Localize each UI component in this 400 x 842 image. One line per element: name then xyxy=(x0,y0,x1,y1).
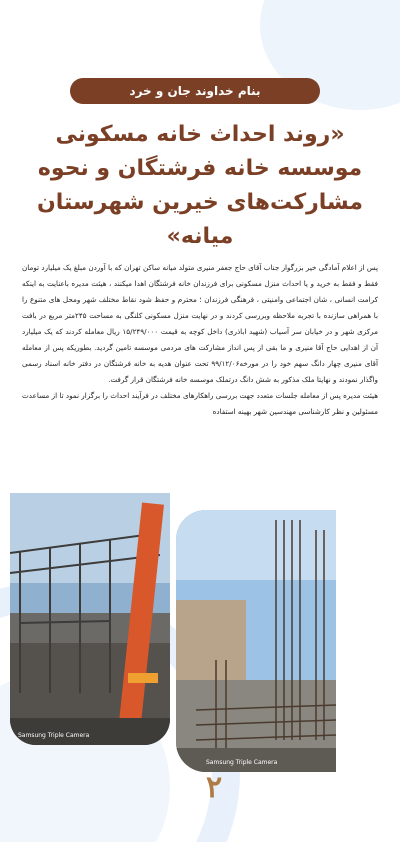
article-body xyxy=(22,260,378,420)
page-number: ۲ xyxy=(206,770,223,805)
photo-caption: Samsung Triple Camera xyxy=(206,759,278,766)
article-title xyxy=(20,118,380,254)
construction-photo-rebar xyxy=(176,510,336,772)
article-paragraph: پس از اعلام آمادگی خیر بزرگوار جناب آقای حاج جعفر منیری متولد میانه ساکن تهران که با آوردن مبلغ یک میلیارد تومان فقط و فقط به خرید و یا احداث منزل مسکونی برای فرزندان خانه فرشتگان اهدا میکنند ، هیئت مدیره باعنایت به اینکه کرامت انسانی ، شان اجتماعی وامنیتی ، فرهنگی فرزندان ؛ محترم و حفظ شود نقاط مختلف شهر ومحل های متنوع را با همراهی سازنده با تجربه ملاحظه وبررسی کردند و در نهایت منزل مسکونی کلنگی به مساحت ۲۴۵متر مربع در بافت مرکزی شهر و در خیابان سر آسیاب (شهید اباذری) داخل کوچه به قیمت ۱۵/۲۴۹/۰۰۰ ریال معامله کردند که یک میلیارد آن از اهدایی حاج آقا منیری و ما بقی از پس انداز مشارکت های مردمی موسسه تامین گردید. بطوریکه پس از معامله آقای منیری چهار دانگ سهم خود را در مورخه۹۹/۱۲/۰۶ تحت عنوان هدیه به خانه فرشتگان در دفتر خانه اسناد رسمی واگذار نمودند و نهایتا ملک مذکور به شش دانگ درتملک موسسه خانه فرشتگان قرار گرفت. xyxy=(22,263,379,384)
construction-photo-crane xyxy=(10,493,170,745)
title-line: «روند احداث خانه مسکونی xyxy=(55,122,345,147)
title-line: مشارکت‌های خیرین شهرستان میانه» xyxy=(36,190,364,249)
rebar-illustration xyxy=(176,510,336,772)
header-banner: بنام خداوند جان و خرد xyxy=(70,78,320,104)
article-paragraph: هیئت مدیره پس از معامله جلسات متعدد جهت بررسی راهکارهای مختلف در فرآیند احداث را برگزار نمود تا از مساعدت مسئولین و نظر کارشناسی مهندسین شهر بهینه استفاده xyxy=(22,391,378,416)
crane-illustration xyxy=(10,493,170,745)
photo-caption: Samsung Triple Camera xyxy=(18,732,90,739)
title-line: موسسه خانه فرشتگان و نحوه xyxy=(37,156,363,181)
